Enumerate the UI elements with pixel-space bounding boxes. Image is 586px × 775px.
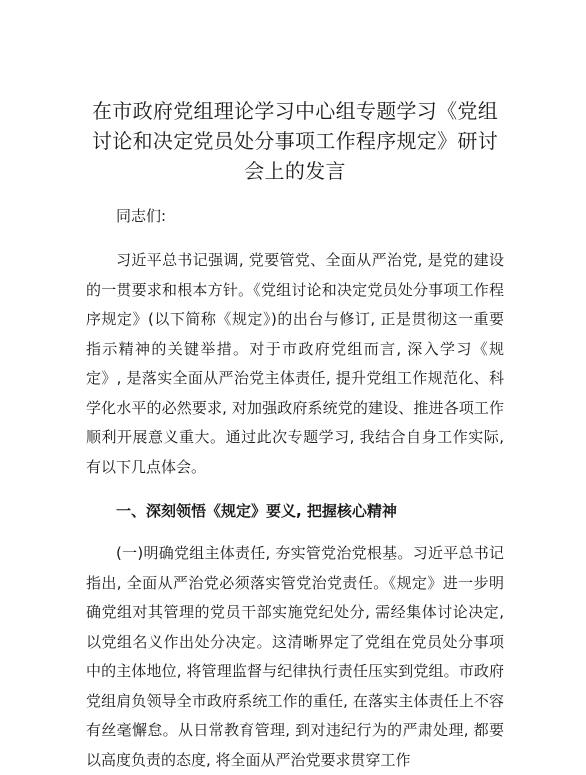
paragraph-intro: 习近平总书记强调, 党要管党、全面从严治党, 是党的建设的一贯要求和根本方针。《党组讨论和决定党员处分事项工作程序规定》(以下简称《规定》)的出台与修订, 正是贯彻这一重要指示精神的关键举措。对于市政府党组而言, 深入学习《规定》, 是落实全面从严治党主体责任, 提升党组工作规范化、科学化水平的必然要求, 对加强政府系统党的建设、推进各项工作顺利开展意义重大。通过此次专题学习, 我结合自身工作实际, 有以下几点体会。 bbox=[86, 251, 504, 476]
greeting: 同志们: bbox=[116, 207, 167, 225]
paragraph-section-1-1: (一)明确党组主体责任, 夯实管党治党根基。习近平总书记指出, 全面从严治党必须落实管党治党责任。《规定》进一步明确党组对其管理的党员干部实施党纪处分, 需经集体讨论决定, 以党组名义作出处分决定。这清晰界定了党组在党员处分事项中的主体地位, 将管理监督与纪律执行责任压实到党组。市政府党组肩负领导全市政府系统工作的重任, 在落实主体责任上不容有丝毫懈怠。从日常教育管理, 到对违纪行为的严肃处理, 都要以高度负责的态度, 将全面从严治党要求贯穿工作 bbox=[86, 544, 504, 769]
section-heading-1: 一、深刻领悟《规定》要义, 把握核心精神 bbox=[116, 502, 397, 520]
document-title: 在市政府党组理论学习中心组专题学习《党组讨论和决定党员处分事项工作程序规定》研讨会上的发言 bbox=[92, 99, 498, 183]
